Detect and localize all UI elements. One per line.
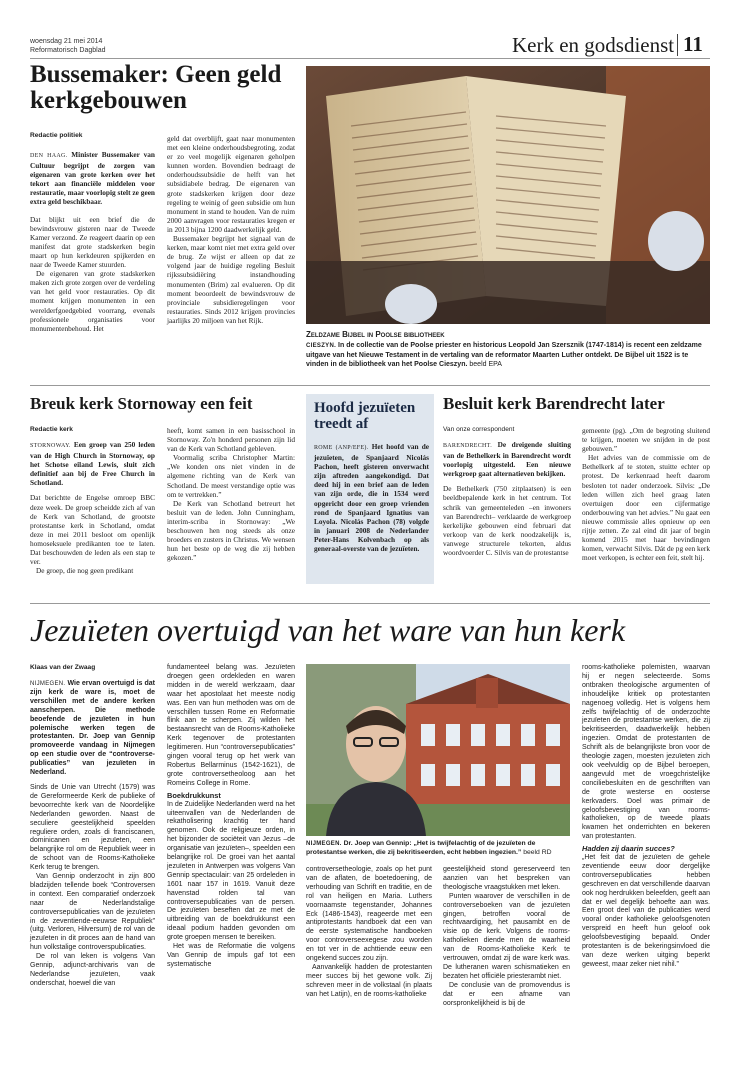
article1-title: Bussemaker: Geen geld kerkgebouwen (30, 61, 282, 114)
article4-lede: De dreigende sluiting van de Bethelkerk in Barendrecht wordt voorlopig uitgesteld. Een nieuwe werkgroep gaat alternatieven bekijken. (443, 440, 572, 479)
bible-caption-text: In de collectie van de Poolse priester en historicus Leopold Jan Szersznik (1747-1814) is recent een zeldzame uitgave van het Nieuwe Testament in de vertaling van de reformator Maarten Luther ontdekt. De Bijbel uit 1522 is te vinden in de bibliotheek van het Poolse Cieszyn. (306, 342, 702, 368)
masthead-rule (30, 58, 710, 59)
article5-paragraph: De conclusie van de promovendus is dat er een afname van oorspronkelijkheid is bij de (443, 981, 570, 1007)
article3-dateline: ROME (ANP/EFE). (314, 445, 369, 451)
article5-dateline: NIJMEGEN. (30, 681, 66, 687)
article1-col1 (30, 150, 155, 333)
article1-paragraph: Bussemaker begrijpt het signaal van de kerken, maar komt niet met extra geld over de brug. Ze wijst er alleen op dat ze volgend jaar de huidige regeling Besluit rijkssubsidiëring instandhouding monumenten (Brim) zal evalueren. Op dit moment beoordeelt de bewindsvrouw de provinciale subsidieregelingen voor restauraties. Sinds 2012 krijgen provincies jaarlijks 20 miljoen van het Rijk. (167, 234, 295, 325)
masthead-date-block (30, 37, 105, 55)
portrait-caption-place: NIJMEGEN. (306, 841, 342, 847)
article2-dateline: STORNOWAY. (30, 443, 71, 449)
article3-text: Het hoofd van de jezuïeten, de Spanjaard Nicolás Pachon, heeft gisteren onverwacht zijn aftreden aangekondigd. Dat deed hij in een brief aan de leden van zijn orde, die in 1534 werd opgericht door een groep vrienden rond de Spanjaard Ignatius van Loyola. Nicolás Pachon (78) volgde in januari 2008 de Nederlander Peter-Hans Kolvenbach op als generaal-overste van de jezuïeten. (314, 442, 430, 554)
article5-paragraph: geestelijkheid stond gereserveerd ten aanzien van het bespreken van theologische vraagstukken met leken. (443, 866, 570, 891)
article5-col2 (167, 664, 295, 970)
article5-paragraph: Het was de Reformatie die volgens Van Gennip de impuls gaf tot een systematische (167, 943, 295, 968)
bible-photo-illustration (306, 66, 710, 324)
article4-col2 (582, 426, 710, 562)
page-number: 11 (683, 32, 703, 56)
article5-paragraph: Aanvankelijk hadden de protestanten meer succes bij het gewone volk. Zij schreven meer in de volkstaal (in plaats van het Latijn), en de rooms-katholieke (306, 963, 432, 998)
article5-paragraph: fundamenteel belang was. Jezuïeten droegen geen ordekleden en waren midden in de wereld werkzaam, daar waar het apostolaat het meeste nodig was. Een van hun methoden was om de verschillen tussen Rome en Reformatie flink aan te scherpen. Zij wilden het bestaansrecht van de Rooms-Katholieke Kerk tegenover de protestanten legitimeren. Hun “controversepublicaties” gingen vooral terug op het werk van Robertus Bellarminus (1542-1621), de grote controversetheoloog aan het Romeins College in Rome. (167, 664, 295, 787)
article5-paragraph: Punten waarover de verschillen in de controverseboeken van de jezuïeten gingen, betroffen vooral de rechtvaardiging, het pausambt en de visie op de kerk. Volgens de rooms-katholieken diende men de waarheid van de Rooms-Katholieke Kerk te vertrouwen, omdat zij de ware kerk was. De lutheranen waren schismatieken en bezaten het officiële priesterambt niet. (443, 892, 570, 980)
section-rule (30, 603, 710, 604)
bible-caption-credit: beeld EPA (469, 361, 502, 368)
article5-paragraph: controversetheologie, zoals op het punt van de aflaten, de boetedoening, de verhouding van Schrift en traditie, en de rol van heiligen en Maria. Luthers voornaamste tegenstander, Johannes Eck (1486-1543), reageerde met een antiprotestants handboek dat een van de eerste systematische handboeken voor controverseexegese zou worden en tot ver in de achttiende eeuw een ongekend succes zou zijn. (306, 866, 432, 963)
article1-paragraph: De eigenaren van grote stadskerken maken zich grote zorgen over de verdeling van het geld voor restauraties. Op dit moment krijgen monumenten in een werelderfgoedgebied voorrang, evenals professionele organisaties voor monumentenbehoud. Het (30, 269, 155, 333)
article5-col1 (30, 680, 155, 989)
article5-paragraph: In de Zuidelijke Nederlanden werd na het uiteenvallen van de Nederlanden de rekatholisering krachtig ter hand genomen. Ook de religieuze orden, in het bijzonder de sociëteit van Jezus –de organisatie van jezuïeten–, speelden een belangrijke rol. De groei van het aantal jezuïeten in Antwerpen was volgens Van Gennip spectaculair: van 25 ordeleden in 1601 naar 157 in 1619. Vanuit deze havenstad rolden tal van controversepublicaties van de persen. De jezuïeten beseften dat ze met de uitbreiding van de boekdrukkunst een ideaal podium hadden gevonden om grote groepen mensen te bereiken. (167, 800, 295, 942)
paper-name: Reformatorisch Dagblad (30, 47, 106, 54)
bible-caption-place: CIESZYN. (306, 343, 337, 349)
article2-lede: Een groep van 250 leden van de High Church in Stornoway, op het Schotse eiland Lewis, sluit zich definitief aan bij de Free Church in Schotland. (30, 440, 155, 488)
article5-col5 (582, 664, 710, 970)
bible-caption-title: Zeldzame Bijbel in Poolse bibliotheek (306, 330, 445, 339)
portrait-photo-illustration (306, 664, 570, 836)
article4-paragraph: De Bethelkerk (750 zitplaatsen) is een beeldbepalende kerk in het centrum. Tot schrik van gemeenteleden –en inwoners van Barendrecht– verklaarde de werkgroep kerkelijke gebouwen eind februari dat verkoop van de kerk noodzakelijk is, vanwege structurele tekorten, aldus woordvoerder C. Silvis van de protestantse (443, 484, 571, 558)
article2-paragraph: Dat berichtte de Engelse omroep BBC deze week. De groep scheidde zich af van de Kerk van Schotland, de grootste protestantse kerk in Schotland, omdat deze in mei 2011 besloot om openlijk homoseksuele predikanten toe te laten. Dat beschouwden de leden als een stap te ver. (30, 493, 155, 567)
article3-title: Hoofd jezuïeten treedt af (314, 400, 416, 432)
article5-col4 (443, 866, 570, 1009)
article2-paragraph: De Kerk van Schotland betreurt het besluit van de leden. John Cunningham, interim-scriba in Stornoway: „We beschouwen hen nog steeds als onze broeders en zusters in Christus. We wensen hun het beste op de weg die zij hebben gekozen.” (167, 498, 295, 563)
article2-col2 (167, 426, 295, 562)
article2-byline: Redactie kerk (30, 426, 73, 433)
article5-paragraph: De rol van leken is volgens Van Gennip, adjunct-archivaris van de Nederlandse jezuïeten, vaak onderschat, hoewel die van (30, 953, 155, 987)
article5-title: Jezuïeten overtuigd van het ware van hun kerk (30, 612, 626, 648)
article4-dateline: BARENDRECHT. (443, 443, 492, 449)
article1-paragraph: Dat blijkt uit een brief die de bewindsvrouw gisteren naar de Tweede Kamer verzond. Ze reageert daarin op een manifest dat grote stadskerken begin maart op hun kerkdeuren spijkerden en naar de Tweede Kamer stuurden. (30, 214, 155, 270)
masthead-divider (677, 34, 678, 56)
section-rule (30, 385, 710, 386)
article5-col3 (306, 866, 432, 1000)
article2-col1 (30, 440, 155, 575)
article4-byline: Van onze correspondent (443, 426, 515, 433)
portrait-photo (306, 664, 570, 836)
article5-paragraph: „Het feit dat de jezuïeten de gehele zeventiende eeuw door dergelijke controversepublicaties hebben geschreven en dat verschillende daarvan ook nog herdrukken beleefden, geeft aan dat er wel degelijk behoefte aan was. Een groot deel van de publicaties werd vooral onder katholieke geloofsgenoten verspreid en heeft hun geloof ook geloofsbevestiging bepaald. Onder protestanten is de bekeringsinvloed die van deze werken uitging beperkt geweest, maar zeker niet nihil.” (582, 854, 710, 968)
article3-box (306, 394, 434, 584)
portrait-photo-caption (306, 840, 570, 857)
article5-subhead: Boekdrukkunst (167, 790, 221, 800)
article1-lede: Minister Bussemaker van Cultuur begrijpt de zorgen van eigenaren van grote kerken over het tekort aan financiële middelen voor restauratie, maar voorlopig stelt ze geen extra geld beschikbaar. (30, 150, 155, 207)
article2-paragraph: heeft, komt samen in een basisschool in Stornoway. Zo'n honderd personen zijn lid van de Kerk van Schotland gebleven. (167, 426, 295, 454)
portrait-caption-credit: beeld RD (523, 848, 552, 856)
article4-col1 (443, 440, 571, 557)
article2-title: Breuk kerk Stornoway een feit (30, 394, 253, 413)
article5-byline: Klaas van der Zwaag (30, 664, 96, 671)
article2-paragraph: De groep, die nog geen predikant (36, 566, 134, 576)
article5-paragraph: Van Gennip onderzocht in zijn 800 bladzijden tellende boek “Controversen in context. Een comparatief onderzoek naar de Nederlandstalige controversepublicaties van de jezuïeten in de zeventiende-eeuwse Republiek” (uitg. Verloren, Hilversum) de rol van de jezuïeten in dit proces aan de hand van hun volkstalige controverspublicaties. (30, 873, 155, 952)
article1-byline: Redactie politiek (30, 132, 83, 139)
article4-title: Besluit kerk Barendrecht later (443, 394, 665, 413)
article4-paragraph: Het advies van de commissie om de Bethelkerk af te stoten, stuitte echter op protest. De kerkenraad heeft daarom besloten tot nader onderzoek. Silvis: „De leden willen zich heel graag laten overtuigen door een cijfermatige onderbouwing van het advies.” Nu gaat een nieuwe commissie alles opnieuw op een rijtje zetten. Ze zal eind dit jaar of begin komend 2015 met haar bevindingen komen, verwacht Silvis. Dát de pg een kerk moet verkopen, is echter een feit, stelt hij. (582, 453, 710, 563)
article3-body (314, 442, 429, 553)
article5-subhead: Hadden zij daarin succes? (582, 844, 675, 854)
article1-dateline: DEN HAAG. (30, 153, 68, 159)
article5-paragraph: rooms-katholieke polemisten, waarvan hij er negen selecteerde. Soms ontbraken theologische argumenten of inhoudelijke kritiek op protestanten nagenoeg volledig. Het is volgens hem zelfs twijfelachtig of de onderzochte jezuïeten de protestantse werken, die zij bekritiseerden, daadwerkelijk hebben ingezien. Omdat de protestanten de Schrift als de belangrijkste bron voor de theologie zagen, moesten jezuïeten zich ook veelvuldig op de Bijbel beroepen, aangevuld met de vroegchristelijke conciliebesluiten en de geschriften van de grote westerse en oosterse kerkvaders. Doel was primair de geloofsbevestiging van rooms-katholieken, op de tweede plaats kwamen het onderrichten en bekeren van protestanten. (582, 664, 710, 841)
article2-paragraph: Voormalig scriba Christopher Martin: „We konden ons niet vinden in de algemene richting van de Kerk van Schotland. De meest verstandige optie was om te vertrekken.” (167, 453, 295, 499)
article4-paragraph: gemeente (pg). „Om de begroting sluitend te krijgen, moeten we snijden in de post gebouwen.” (582, 426, 710, 454)
issue-date: woensdag 21 mei 2014 (30, 38, 103, 45)
article5-lede: Wie ervan overtuigd is dat zijn kerk de ware is, moet de verschillen met de andere kerken aanscherpen. Die methode beoefende de jezuïeten in hun polemische werken tegen de protestanten. Dr. Joep van Gennip promoveerde vandaag in Nijmegen op een studie over de “controversepublicaties” van jezuïeten in Nederland. (30, 680, 155, 777)
bible-photo-caption (306, 330, 710, 369)
article5-paragraph: Sinds de Unie van Utrecht (1579) was de Gereformeerde Kerk de publieke of bevoorrechte kerk van de Noordelijke Nederlanden geworden. Naast de seculiere geestelijkheid speelden reguliere orden, zoals di franciscanen, dominicanen en jezuïeten, een belangrijke rol om de Republiek weer in de schoot van de Rooms-Katholieke Kerk terug te brengen. (30, 783, 155, 872)
portrait-caption-text: Dr. Joep van Gennip: „Het is twijfelachtig of de jezuïeten de protestantse werken, die zij bekritiseerden, echt hebben ingezien.” (306, 840, 536, 856)
article1-col2 (167, 134, 295, 325)
bible-photo (306, 66, 710, 324)
section-title: Kerk en godsdienst (512, 33, 675, 57)
article1-paragraph: geld dat overblijft, gaat naar monumenten met een kleine onderhoudsbegroting, zodat er zo veel mogelijk eigenaren geholpen kunnen worden. Bovendien bedraagt de onderhoudssubsidie de helft van het subsidiabele bedrag. De eigenaren van grote stadskerken krijgen door deze regeling te weinig of geen subsidie om hun monument in stand te houden. Van de ruim 2000 aanvragen voor restauraties kregen er in 2013 bijna 1200 daadwerkelijk geld. (167, 134, 295, 234)
